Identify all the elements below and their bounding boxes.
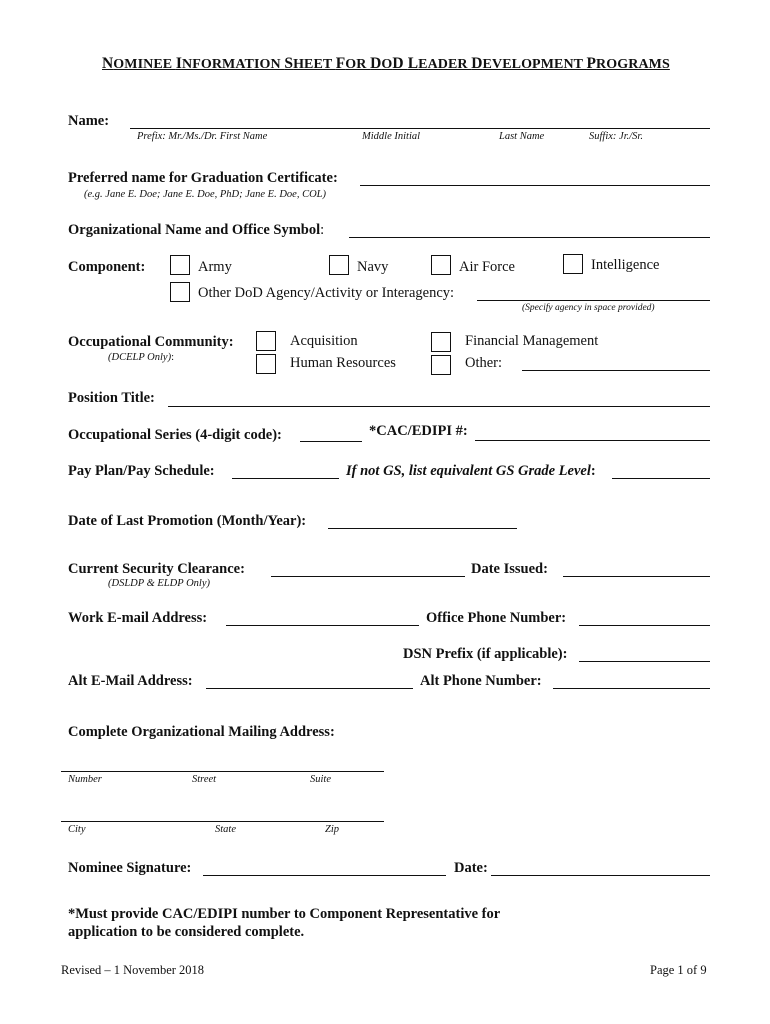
air-force-checkbox[interactable]	[431, 255, 451, 275]
other-agency-hint: (Specify agency in space provided)	[522, 303, 655, 313]
mailing-address-line-1[interactable]	[61, 771, 384, 772]
pay-plan-field[interactable]	[232, 478, 339, 479]
mailing-street-hint: Street	[192, 774, 217, 785]
army-checkbox[interactable]	[170, 255, 190, 275]
org-field[interactable]	[349, 237, 710, 238]
gs-grade-field[interactable]	[612, 478, 710, 479]
acquisition-checkbox[interactable]	[256, 331, 276, 351]
last-promotion-field[interactable]	[328, 528, 517, 529]
office-phone-field[interactable]	[579, 625, 710, 626]
last-promotion-label: Date of Last Promotion (Month/Year):	[68, 513, 307, 529]
security-clearance-label: Current Security Clearance:	[68, 561, 245, 577]
air-force-label: Air Force	[459, 259, 515, 275]
cac-note-line-2: application to be considered complete.	[68, 924, 305, 940]
intelligence-label: Intelligence	[591, 257, 660, 273]
component-label: Component:	[68, 259, 146, 275]
preferred-name-field[interactable]	[360, 185, 710, 186]
position-title-label: Position Title:	[68, 390, 155, 406]
dsn-prefix-field[interactable]	[579, 661, 710, 662]
gs-grade-label: If not GS, list equivalent GS Grade Level:	[346, 463, 596, 479]
occupational-community-sub: (DCELP Only):	[108, 352, 175, 363]
preferred-name-label: Preferred name for Graduation Certificate:	[68, 170, 338, 186]
nominee-signature-label: Nominee Signature:	[68, 860, 192, 876]
work-email-field[interactable]	[226, 625, 419, 626]
other-agency-label: Other DoD Agency/Activity or Interagency:	[198, 285, 455, 301]
mailing-address-line-2[interactable]	[61, 821, 384, 822]
office-phone-label: Office Phone Number:	[426, 610, 567, 626]
signature-date-label: Date:	[454, 860, 488, 876]
human-resources-checkbox[interactable]	[256, 354, 276, 374]
mailing-zip-hint: Zip	[325, 824, 340, 835]
page-number: Page 1 of 9	[650, 963, 707, 977]
page-title: NOMINEE INFORMATION SHEET FOR DOD LEADER DEVELOPMENT PROGRAMS	[102, 55, 670, 72]
date-issued-label: Date Issued:	[471, 561, 548, 577]
financial-management-label: Financial Management	[465, 333, 599, 349]
alt-email-label: Alt E-Mail Address:	[68, 673, 193, 689]
navy-label: Navy	[357, 259, 389, 275]
name-hint-last: Last Name	[499, 131, 545, 142]
army-label: Army	[198, 259, 232, 275]
occupational-series-label: Occupational Series (4-digit code):	[68, 427, 282, 443]
other-occupation-field[interactable]	[522, 370, 710, 371]
other-agency-field[interactable]	[477, 300, 710, 301]
position-title-field[interactable]	[168, 406, 710, 407]
date-issued-field[interactable]	[563, 576, 710, 577]
financial-management-checkbox[interactable]	[431, 332, 451, 352]
work-email-label: Work E-mail Address:	[68, 610, 208, 626]
dsn-prefix-label: DSN Prefix (if applicable):	[403, 646, 568, 662]
alt-phone-label: Alt Phone Number:	[420, 673, 542, 689]
alt-email-field[interactable]	[206, 688, 413, 689]
other-occupation-label: Other:	[465, 355, 503, 371]
revised-date: Revised – 1 November 2018	[61, 963, 205, 977]
name-hint-suffix: Suffix: Jr./Sr.	[589, 131, 643, 142]
signature-date-field[interactable]	[491, 875, 710, 876]
name-hint-middle: Middle Initial	[362, 131, 421, 142]
cac-edipi-field[interactable]	[475, 440, 710, 441]
intelligence-checkbox[interactable]	[563, 254, 583, 274]
occupational-series-field[interactable]	[300, 441, 362, 442]
security-clearance-sub: (DSLDP & ELDP Only)	[108, 578, 210, 589]
cac-edipi-label: *CAC/EDIPI #:	[369, 423, 468, 439]
acquisition-label: Acquisition	[290, 333, 358, 349]
mailing-city-hint: City	[68, 824, 86, 835]
other-occupation-checkbox[interactable]	[431, 355, 451, 375]
name-label: Name:	[68, 113, 110, 129]
org-label: Organizational Name and Office Symbol:	[68, 222, 325, 238]
mailing-suite-hint: Suite	[310, 774, 331, 785]
other-agency-checkbox[interactable]	[170, 282, 190, 302]
mailing-state-hint: State	[215, 824, 236, 835]
nominee-signature-field[interactable]	[203, 875, 446, 876]
alt-phone-field[interactable]	[553, 688, 710, 689]
security-clearance-field[interactable]	[271, 576, 465, 577]
mailing-address-label: Complete Organizational Mailing Address:	[68, 724, 335, 740]
name-field[interactable]	[130, 128, 710, 129]
preferred-name-example: (e.g. Jane E. Doe; Jane E. Doe, PhD; Jane E. Doe, COL)	[84, 189, 327, 200]
mailing-number-hint: Number	[68, 774, 102, 785]
pay-plan-label: Pay Plan/Pay Schedule:	[68, 463, 215, 479]
navy-checkbox[interactable]	[329, 255, 349, 275]
human-resources-label: Human Resources	[290, 355, 396, 371]
cac-note-line-1: *Must provide CAC/EDIPI number to Component Representative for	[68, 906, 501, 922]
name-hint-prefix-first: Prefix: Mr./Ms./Dr. First Name	[137, 131, 268, 142]
occupational-community-label: Occupational Community:	[68, 334, 234, 350]
